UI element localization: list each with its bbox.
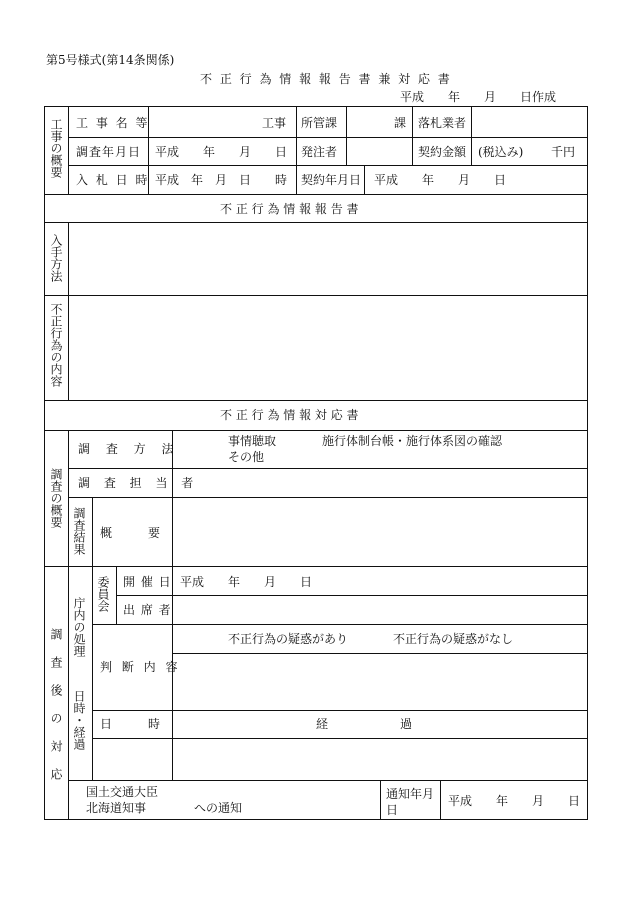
chosa-houhou-label: 調 査 方 法: [78, 442, 180, 456]
nyusatsu-label: 入 札 日 時: [76, 173, 150, 187]
response-heading: 不 正 行 為 情 報 対 応 書: [220, 408, 359, 422]
option-jijou[interactable]: 事情聴取: [228, 434, 277, 448]
option-other[interactable]: その他: [228, 450, 265, 464]
chosa-date-label: 調査年月日: [76, 145, 142, 159]
rakusatsu-field[interactable]: [472, 107, 587, 137]
gaiyo-field[interactable]: [173, 498, 587, 566]
keika-label: 経 過: [316, 717, 413, 731]
naiyou-label: 不正行為の内容: [49, 303, 63, 387]
overview-group-label: 工事の概要: [49, 118, 63, 178]
shusseki-label: 出 席 者: [123, 603, 172, 617]
creation-date: 平成 年 月 日作成: [400, 90, 557, 104]
tantousha-field[interactable]: [173, 469, 587, 497]
nichiji-label: 日 時: [100, 717, 161, 731]
form-title: 不 正 行 為 情 報 報 告 書 兼 対 応 書: [200, 72, 452, 86]
handan-label: 判 断 内 容: [100, 660, 181, 674]
judgment-yes[interactable]: 不正行為の疑惑があり: [228, 632, 349, 646]
keiyaku-date-value[interactable]: 平成 年 月 日: [374, 173, 507, 187]
shokan-label: 所管課: [301, 116, 338, 130]
judgment-no[interactable]: 不正行為の疑惑がなし: [393, 632, 514, 646]
chosa-date-value[interactable]: 平成 年 月 日: [155, 145, 288, 159]
tantousha-label: 調 査 担 当 者: [78, 476, 199, 490]
notify-line1: 国土交通大臣: [86, 785, 159, 799]
nyusatsu-value[interactable]: 平成 年 月 日 時: [155, 173, 288, 187]
nyushu-field[interactable]: [69, 223, 587, 295]
notify-date-value[interactable]: 平成 年 月 日: [448, 794, 581, 808]
koji-suffix: 工事: [262, 116, 287, 130]
gaiyo-label: 概 要: [100, 526, 161, 540]
naiyou-field[interactable]: [69, 296, 587, 400]
shusseki-field[interactable]: [173, 596, 587, 624]
iinkai-label: 委員会: [96, 576, 110, 612]
hacchusha-label: 発注者: [301, 145, 338, 159]
nyushu-label: 入手方法: [49, 234, 63, 282]
chosa-gaiyo-label: 調査の概要: [49, 468, 63, 528]
senen-text: 千円: [551, 145, 576, 159]
keiyaku-date-label: 契約年月日: [301, 173, 362, 187]
kaisai-value[interactable]: 平成 年 月 日: [180, 575, 313, 589]
nichiji-keika-label: 日時・経過: [72, 690, 86, 750]
handan-field[interactable]: [173, 654, 587, 710]
notify-line2: 北海道知事 への通知: [86, 801, 243, 815]
after-group-label: 調査後の対応: [49, 628, 63, 796]
keiyaku-kingaku-label: 契約金額: [418, 145, 467, 159]
notify-date-label: 通知年月日: [386, 787, 435, 817]
ka-suffix: 課: [394, 116, 407, 130]
nichiji-field[interactable]: [93, 739, 172, 780]
koji-name-label: 工 事 名 等: [76, 116, 150, 130]
rakusatsu-label: 落札業者: [418, 116, 467, 130]
hacchusha-field[interactable]: [347, 138, 412, 165]
kaisai-label: 開 催 日: [123, 575, 172, 589]
zeikomi-text: (税込み): [478, 145, 524, 159]
form-id: 第5号様式(第14条関係): [46, 53, 175, 67]
kekka-label: 調査結果: [72, 507, 86, 555]
option-sekou[interactable]: 施行体制台帳・施行体系図の確認: [322, 434, 503, 448]
chounai-label: 庁内の処理: [72, 597, 86, 657]
report-heading: 不 正 行 為 情 報 報 告 書: [220, 202, 359, 216]
keika-field[interactable]: [173, 739, 587, 780]
